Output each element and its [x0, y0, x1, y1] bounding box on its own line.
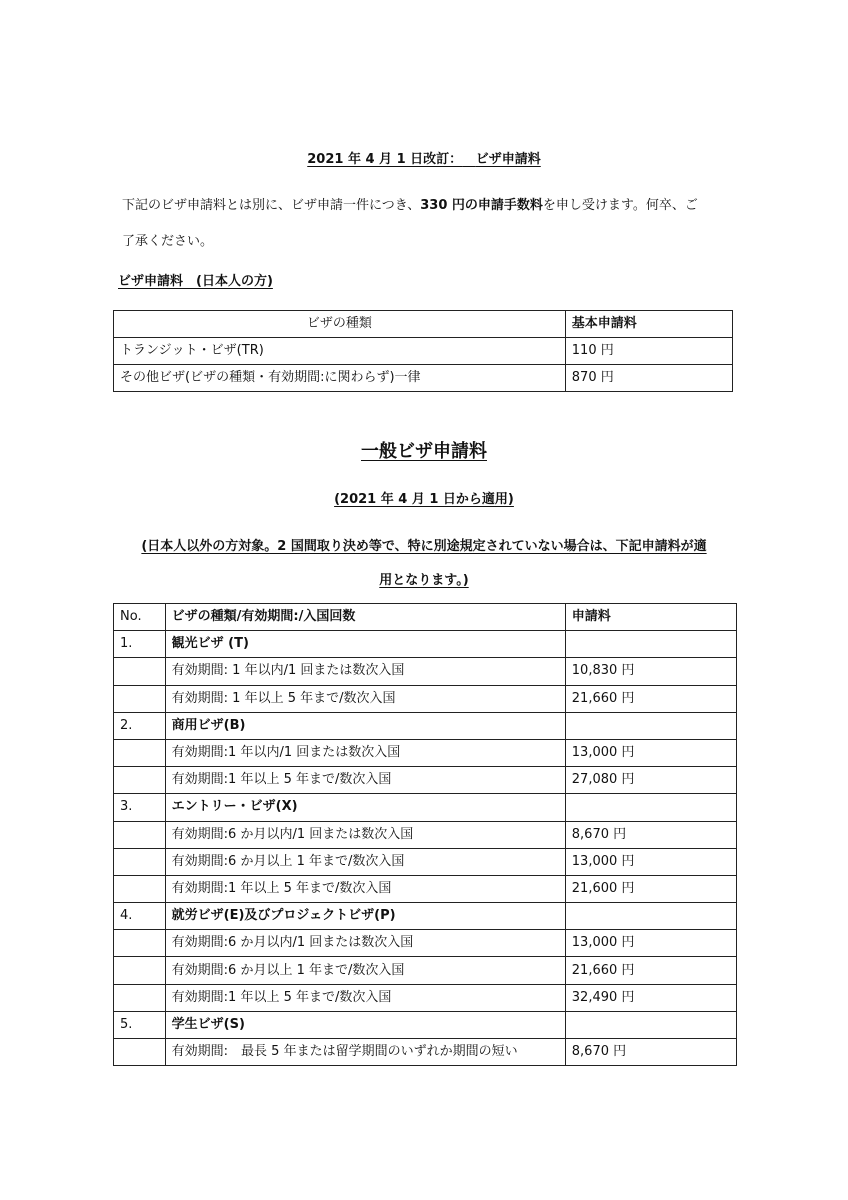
- empty-cell: [114, 685, 166, 712]
- fee-cell: 27,080 円: [565, 767, 736, 794]
- fee-cell: 8,670 円: [565, 821, 736, 848]
- fee-cell: 13,000 円: [565, 739, 736, 766]
- general-section-title: 一般ビザ申請料: [361, 441, 487, 462]
- validity-cell: 有効期間:1 年以内/1 回または数次入国: [165, 739, 565, 766]
- table-row: [114, 767, 737, 794]
- japanese-section-heading: ビザ申請料 (日本人の方): [118, 274, 273, 289]
- empty-cell: [114, 767, 166, 794]
- column-header: 基本申請料: [565, 311, 732, 338]
- category-name: 就労ビザ(E)及びプロジェクトビザ(P): [165, 903, 565, 930]
- empty-cell: [114, 658, 166, 685]
- table-header-row: [114, 604, 737, 631]
- table-row: [114, 984, 737, 1011]
- empty-cell: [565, 631, 736, 658]
- table-row: [114, 338, 733, 365]
- category-name: 学生ビザ(S): [165, 1011, 565, 1038]
- empty-cell: [114, 1039, 166, 1066]
- intro-text-b: を申し受けます。何卒、ご: [542, 198, 698, 213]
- validity-cell: 有効期間:6 か月以上 1 年まで/数次入国: [165, 957, 565, 984]
- table-row: [114, 930, 737, 957]
- general-fee-table: [113, 603, 737, 1066]
- general-note-line2: 用となります。): [379, 573, 469, 588]
- validity-cell: 有効期間:6 か月以上 1 年まで/数次入国: [165, 848, 565, 875]
- validity-cell: 有効期間:6 か月以内/1 回または数次入国: [165, 930, 565, 957]
- empty-cell: [114, 930, 166, 957]
- table-row: [114, 658, 737, 685]
- effective-date: (2021 年 4 月 1 日から適用): [334, 492, 514, 507]
- empty-cell: [565, 712, 736, 739]
- fee-cell: 21,660 円: [565, 685, 736, 712]
- table-row: [114, 739, 737, 766]
- table-row: [114, 875, 737, 902]
- validity-cell: 有効期間:1 年以上 5 年まで/数次入国: [165, 767, 565, 794]
- category-name: 観光ビザ (T): [165, 631, 565, 658]
- column-header: ビザの種類/有効期間:/入国回数: [165, 604, 565, 631]
- category-number: 5.: [114, 1011, 166, 1038]
- category-row: [114, 794, 737, 821]
- table-row: [114, 821, 737, 848]
- table-row: [114, 957, 737, 984]
- intro-text-line2: 了承ください。: [122, 234, 214, 249]
- visa-type-cell: トランジット・ビザ(TR): [114, 338, 566, 365]
- validity-cell: 有効期間: 最長 5 年または留学期間のいずれか期間の短い: [165, 1039, 565, 1066]
- table-header-row: [114, 311, 733, 338]
- table-row: [114, 685, 737, 712]
- validity-cell: 有効期間:1 年以上 5 年まで/数次入国: [165, 984, 565, 1011]
- fee-cell: 13,000 円: [565, 930, 736, 957]
- intro-text-bold: 330 円の申請手数料: [420, 198, 543, 213]
- category-name: エントリー・ビザ(X): [165, 794, 565, 821]
- visa-type-cell: その他ビザ(ビザの種類・有効期間:に関わらず)一律: [114, 365, 566, 392]
- category-row: [114, 903, 737, 930]
- empty-cell: [114, 957, 166, 984]
- fee-cell: 10,830 円: [565, 658, 736, 685]
- empty-cell: [565, 1011, 736, 1038]
- fee-cell: 870 円: [565, 365, 732, 392]
- table-row: [114, 1039, 737, 1066]
- category-row: [114, 631, 737, 658]
- table-row: [114, 365, 733, 392]
- category-number: 1.: [114, 631, 166, 658]
- category-number: 3.: [114, 794, 166, 821]
- category-number: 2.: [114, 712, 166, 739]
- column-header: No.: [114, 604, 166, 631]
- column-header: 申請料: [565, 604, 736, 631]
- column-header: ビザの種類: [114, 311, 566, 338]
- empty-cell: [114, 848, 166, 875]
- category-row: [114, 712, 737, 739]
- validity-cell: 有効期間:1 年以上 5 年まで/数次入国: [165, 875, 565, 902]
- table-row: [114, 848, 737, 875]
- empty-cell: [565, 794, 736, 821]
- empty-cell: [114, 984, 166, 1011]
- fee-cell: 110 円: [565, 338, 732, 365]
- category-number: 4.: [114, 903, 166, 930]
- page-title: [0, 148, 848, 167]
- empty-cell: [114, 821, 166, 848]
- fee-cell: 13,000 円: [565, 848, 736, 875]
- fee-cell: 32,490 円: [565, 984, 736, 1011]
- category-name: 商用ビザ(B): [165, 712, 565, 739]
- validity-cell: 有効期間: 1 年以上 5 年まで/数次入国: [165, 685, 565, 712]
- fee-cell: 21,660 円: [565, 957, 736, 984]
- title-text: ビザ申請料: [475, 152, 541, 167]
- validity-cell: 有効期間: 1 年以内/1 回または数次入国: [165, 658, 565, 685]
- japanese-fee-table: [113, 310, 733, 392]
- intro-paragraph: [122, 188, 742, 260]
- category-row: [114, 1011, 737, 1038]
- fee-cell: 8,670 円: [565, 1039, 736, 1066]
- empty-cell: [114, 739, 166, 766]
- empty-cell: [565, 903, 736, 930]
- general-note: [100, 530, 748, 598]
- general-note-line1: (日本人以外の方対象。2 国間取り決め等で、特に別途規定されていない場合は、下記申請料が適: [141, 539, 707, 554]
- title-date: 2021 年 4 月 1 日改訂：: [307, 152, 463, 167]
- empty-cell: [114, 875, 166, 902]
- validity-cell: 有効期間:6 か月以内/1 回または数次入国: [165, 821, 565, 848]
- intro-text-a: 下記のビザ申請料とは別に、ビザ申請一件につき、: [122, 198, 421, 213]
- fee-cell: 21,600 円: [565, 875, 736, 902]
